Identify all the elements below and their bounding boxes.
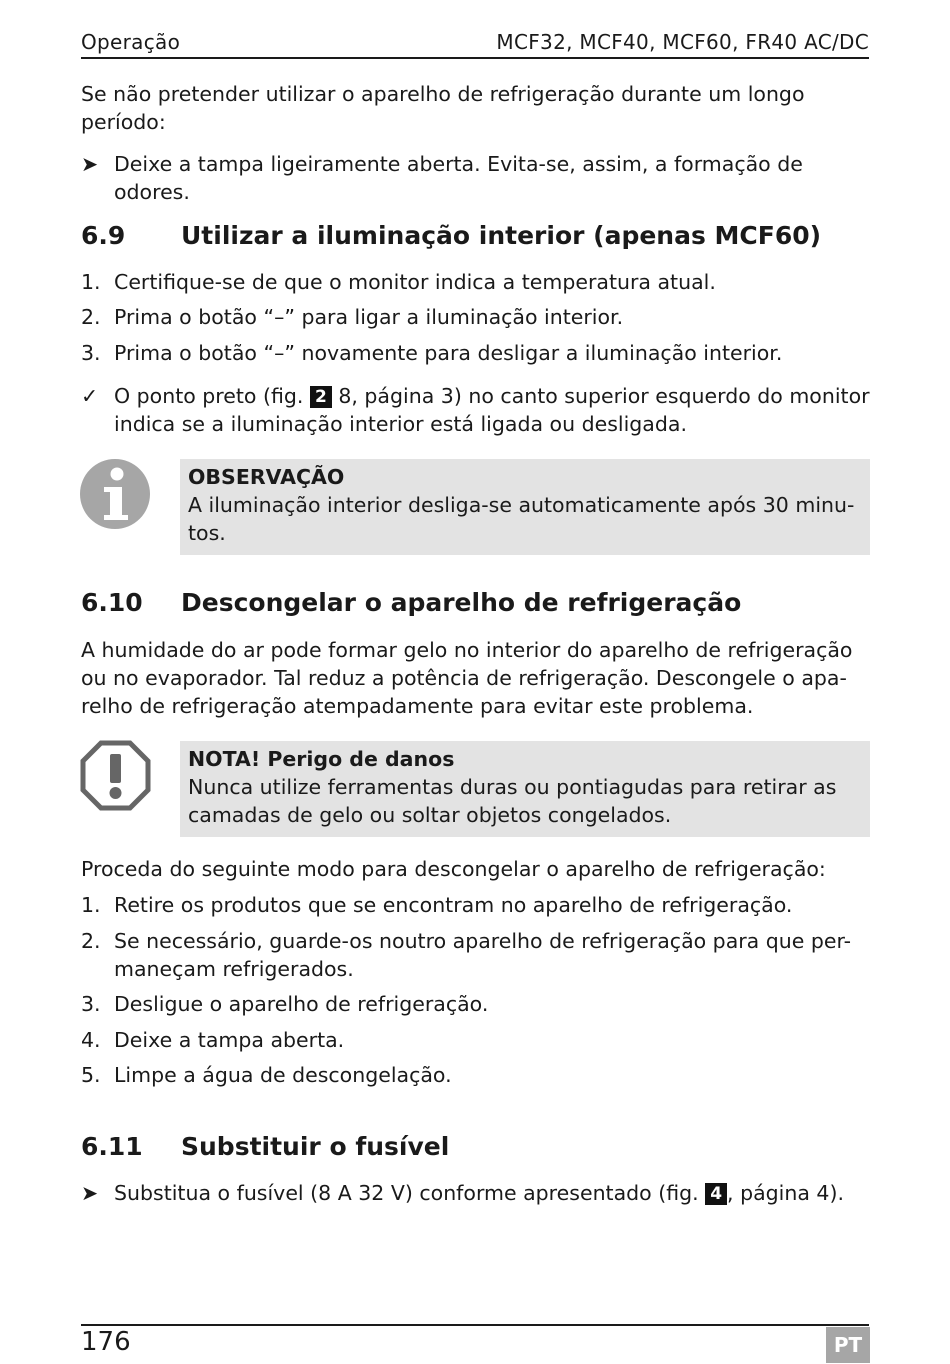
note-box	[180, 459, 870, 555]
list-text: Prima o botão “–” para ligar a iluminação interior.	[114, 305, 624, 329]
list-number: 1.	[81, 893, 101, 917]
list-number: 4.	[81, 1028, 101, 1052]
result-text-end: 8, página 3) no canto superior esquerdo do monitor indica se a iluminação interior está ligada ou desligada.	[114, 384, 870, 436]
intro-action	[81, 150, 881, 206]
list-item	[81, 1061, 881, 1089]
list-number: 5.	[81, 1063, 101, 1087]
section-title: Substituir o fusível	[181, 1132, 450, 1161]
result-item	[81, 382, 881, 438]
note-text: A iluminação interior desliga-se automaticamente após 30 minu-tos.	[188, 493, 855, 545]
list-item	[81, 1026, 881, 1054]
arrow-bullet-icon: ➤	[81, 152, 99, 176]
arrow-bullet-icon: ➤	[81, 1181, 99, 1205]
section-number: 6.9	[81, 221, 126, 250]
running-header-models: MCF32, MCF40, MCF60, FR40 AC/DC	[496, 30, 869, 54]
warning-octagon-icon	[80, 740, 151, 811]
body-paragraph: A humidade do ar pode formar gelo no interior do aparelho de refrigeração ou no evaporador. Tal reduz a potência de refrigeração. Descongele o apa-relho de refrigeração atempadamente para evitar este problema.	[81, 638, 853, 718]
section-number: 6.10	[81, 588, 143, 617]
list-text: Deixe a tampa aberta.	[114, 1028, 345, 1052]
fuse-action	[81, 1179, 881, 1207]
figure-ref-badge: 4	[705, 1183, 727, 1205]
procedure-intro: Proceda do seguinte modo para descongelar o aparelho de refrigeração:	[81, 857, 826, 881]
list-item	[81, 927, 881, 983]
action-text-start: Substitua o fusível (8 A 32 V) conforme apresentado (fig.	[114, 1181, 699, 1205]
section-number: 6.11	[81, 1132, 143, 1161]
note-title: OBSERVAÇÃO	[188, 465, 345, 489]
list-item	[81, 268, 881, 296]
intro-action-text: Deixe a tampa ligeiramente aberta. Evita-se, assim, a formação de odores.	[114, 152, 803, 204]
warning-title: NOTA! Perigo de danos	[188, 747, 455, 771]
running-header-section: Operação	[81, 30, 181, 54]
checkmark-icon: ✓	[81, 384, 99, 408]
warning-box	[180, 741, 870, 837]
list-text: Retire os produtos que se encontram no aparelho de refrigeração.	[114, 893, 793, 917]
list-item	[81, 303, 881, 331]
list-item	[81, 891, 881, 919]
list-text: Limpe a água de descongelação.	[114, 1063, 452, 1087]
header-rule	[81, 57, 869, 59]
footer-rule	[81, 1324, 869, 1326]
list-text: Desligue o aparelho de refrigeração.	[114, 992, 489, 1016]
list-number: 1.	[81, 270, 101, 294]
list-number: 2.	[81, 305, 101, 329]
list-text: Se necessário, guarde-os noutro aparelho de refrigeração para que per-maneçam refrigerados.	[114, 929, 852, 981]
list-text: Prima o botão “–” novamente para desligar a iluminação interior.	[114, 341, 783, 365]
list-number: 3.	[81, 341, 101, 365]
section-title: Descongelar o aparelho de refrigeração	[181, 588, 742, 617]
warning-text: Nunca utilize ferramentas duras ou pontiagudas para retirar as camadas de gelo ou soltar objetos congelados.	[188, 775, 837, 827]
section-title: Utilizar a iluminação interior (apenas MCF60)	[181, 221, 822, 250]
info-icon	[80, 459, 150, 529]
action-text-end: , página 4).	[727, 1181, 844, 1205]
list-item	[81, 990, 881, 1018]
list-item	[81, 339, 881, 367]
page-number: 176	[81, 1327, 131, 1357]
language-badge: PT	[826, 1327, 870, 1363]
intro-paragraph: Se não pretender utilizar o aparelho de refrigeração durante um longo período:	[81, 82, 805, 134]
figure-ref-badge: 2	[310, 386, 332, 408]
list-number: 2.	[81, 929, 101, 953]
list-text: Certifique-se de que o monitor indica a temperatura atual.	[114, 270, 716, 294]
list-number: 3.	[81, 992, 101, 1016]
result-text-start: O ponto preto (fig.	[114, 384, 304, 408]
